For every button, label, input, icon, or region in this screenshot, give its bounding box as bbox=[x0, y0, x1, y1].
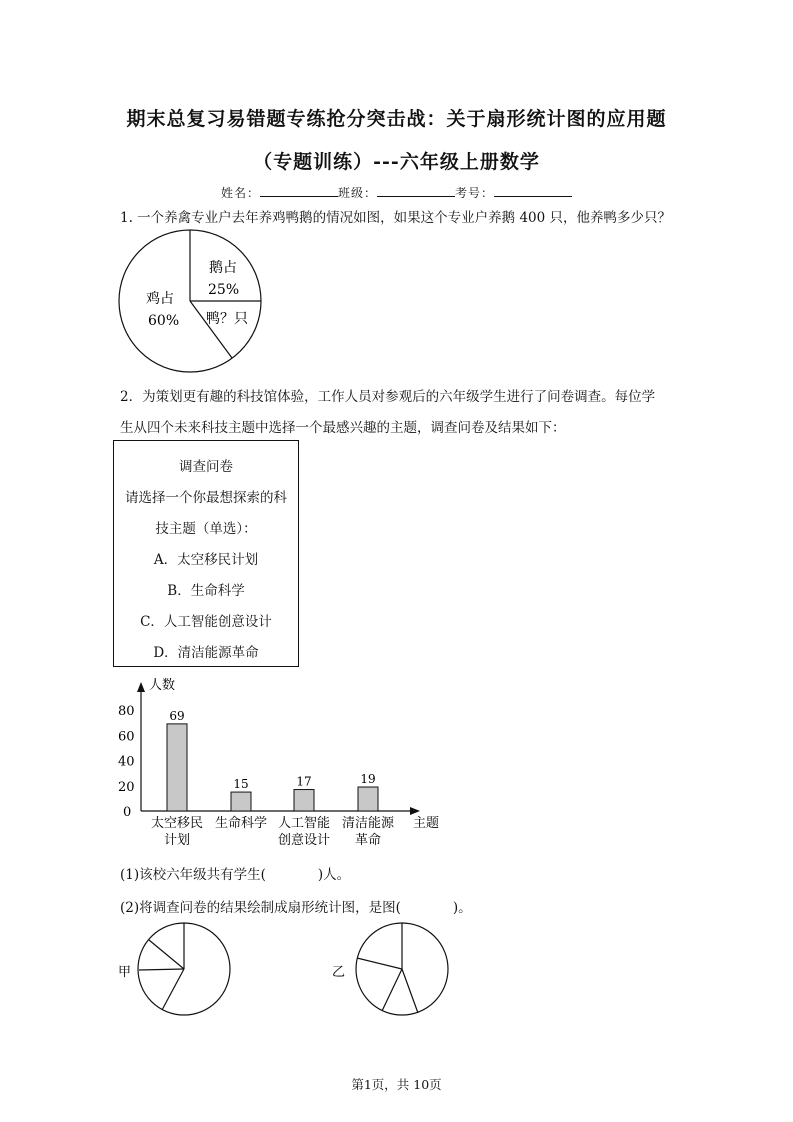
page-title-line2: （专题训练）---六年级上册数学 bbox=[253, 151, 540, 173]
data-label: 15 bbox=[233, 777, 249, 792]
question-2-line2: 生从四个未来科技主题中选择一个最感兴趣的主题，调查问卷及结果如下： bbox=[120, 420, 566, 436]
pie-option-b bbox=[330, 920, 455, 1020]
sub-question-2-post: )。 bbox=[452, 900, 472, 916]
bar bbox=[167, 724, 187, 811]
number-blank[interactable] bbox=[494, 186, 572, 197]
survey-option-c: C．人工智能创意设计 bbox=[140, 614, 272, 630]
x-axis-label: 主题 bbox=[413, 816, 440, 831]
sub-question-1-pre: (1)该校六年级共有学生( bbox=[120, 867, 266, 883]
x-tick-label: 计划 bbox=[163, 833, 191, 848]
y-tick-label: 80 bbox=[118, 704, 135, 719]
y-tick-label: 0 bbox=[123, 805, 132, 820]
data-label: 17 bbox=[296, 774, 312, 789]
chicken-value: 60% bbox=[148, 313, 180, 329]
y-tick-label: 60 bbox=[118, 729, 135, 745]
pie-option-a bbox=[115, 920, 235, 1020]
bar-chart bbox=[110, 672, 450, 854]
goose-label: 鹅占 bbox=[209, 260, 237, 276]
survey-option-b: B．生命科学 bbox=[167, 583, 245, 599]
chicken-label: 鸡占 bbox=[146, 291, 174, 307]
x-tick-label: 革命 bbox=[354, 833, 382, 848]
pie-b-label: 乙 bbox=[332, 965, 346, 980]
survey-prompt-line2: 技主题（单选）： bbox=[155, 521, 257, 537]
x-tick-label: 清洁能源 bbox=[341, 816, 395, 831]
sub-question-2-pre: (2)将调查问卷的结果绘制成扇形统计图，是图( bbox=[120, 900, 401, 916]
y-axis-label: 人数 bbox=[149, 678, 176, 693]
pie-a-label: 甲 bbox=[118, 965, 132, 980]
bar bbox=[231, 792, 251, 811]
x-tick-label: 太空移民 bbox=[150, 816, 204, 831]
y-tick-label: 40 bbox=[118, 754, 135, 770]
page-title-line1: 期末总复习易错题专练抢分突击战：关于扇形统计图的应用题 bbox=[126, 108, 667, 130]
question-2-line1: 2．为策划更有趣的科技馆体验，工作人员对参观后的六年级学生进行了问卷调查。每位学 bbox=[120, 389, 656, 405]
question-1-text: 1. 一个养禽专业户去年养鸡鸭鹅的情况如图，如果这个专业户养鹅 400 只，他养鸭多少只？ bbox=[120, 210, 672, 226]
data-label: 69 bbox=[169, 708, 185, 723]
survey-box bbox=[113, 440, 299, 667]
name-label: 姓名： bbox=[220, 186, 260, 200]
bar bbox=[358, 787, 378, 811]
page-footer: 第1页，共 10页 bbox=[351, 1077, 442, 1092]
sub-question-1 bbox=[120, 863, 350, 883]
x-tick-label: 创意设计 bbox=[277, 833, 331, 848]
x-axis-arrow bbox=[410, 807, 420, 815]
sub-question-1-post: )人。 bbox=[317, 867, 351, 883]
y-axis-arrow bbox=[137, 682, 145, 692]
class-label: 班级： bbox=[337, 186, 377, 200]
y-tick-label: 20 bbox=[118, 779, 135, 795]
name-blank[interactable] bbox=[260, 186, 338, 197]
duck-label: 鸭？只 bbox=[206, 311, 248, 327]
survey-option-a: A．太空移民计划 bbox=[153, 552, 259, 568]
x-tick-label: 人工智能 bbox=[277, 816, 331, 831]
class-blank[interactable] bbox=[377, 186, 455, 197]
data-label: 19 bbox=[360, 772, 376, 787]
sub-question-2 bbox=[120, 896, 472, 916]
x-tick-label: 生命科学 bbox=[214, 816, 268, 831]
bar bbox=[294, 790, 314, 811]
survey-option-d: D．清洁能源革命 bbox=[153, 645, 259, 661]
q1-pie-chart bbox=[118, 228, 268, 374]
number-label: 考号： bbox=[455, 186, 495, 200]
survey-prompt-line1: 请选择一个你最想探索的科 bbox=[125, 490, 287, 506]
student-info bbox=[0, 184, 793, 201]
goose-value: 25% bbox=[208, 282, 240, 298]
survey-title: 调查问卷 bbox=[179, 459, 233, 475]
